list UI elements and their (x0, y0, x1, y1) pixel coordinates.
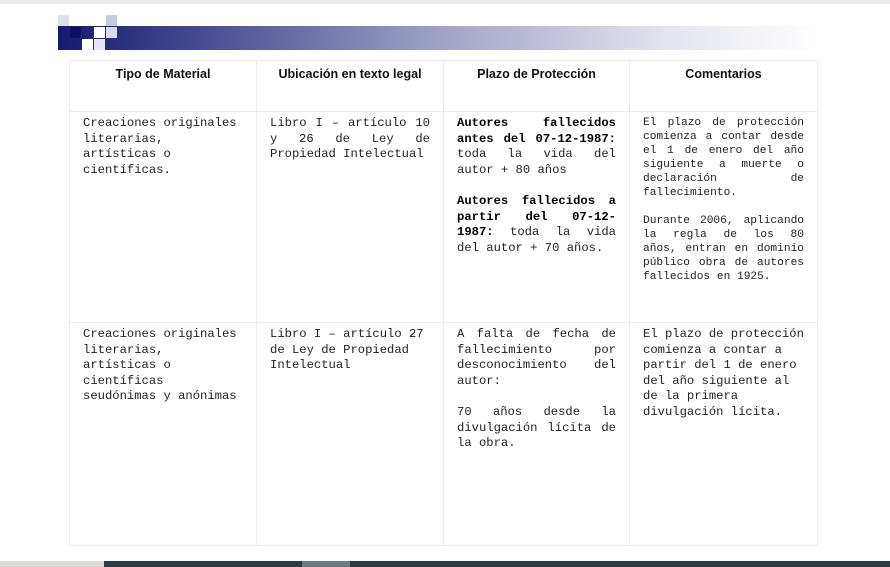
top-edge-line (0, 0, 890, 4)
column-header: Comentarios (630, 61, 818, 112)
table-cell (70, 112, 257, 323)
bottom-strip-segment (0, 561, 104, 567)
comentarios-text (630, 112, 817, 284)
column-header: Plazo de Protección (444, 61, 630, 112)
header-square (94, 39, 105, 50)
table-row (70, 323, 818, 546)
column-header: Tipo de Material (70, 61, 257, 112)
plazo-plain-text: toda la vida del autor + 80 años (457, 147, 616, 177)
comentario-paragraph: El plazo de protección comienza a contar desde el 1 de enero del año siguiente a muerte o declaración de fallecimiento. (643, 117, 804, 199)
header-square (70, 27, 81, 38)
table-row (70, 112, 818, 323)
ubicacion-text: Libro I – artículo 10 y 26 de Ley de Propiedad Intelectual (270, 116, 430, 161)
table-cell (630, 112, 818, 323)
header-square (82, 39, 93, 50)
header-square (94, 27, 105, 38)
ubicacion-text: Libro I – artículo 27 de Ley de Propiedad Intelectual (270, 327, 424, 372)
plazo-paragraph: 70 años desde la divulgación lícita de la obra. (457, 405, 616, 450)
table-cell (70, 323, 257, 546)
plazo-plain-text: toda la vida del autor + 70 años. (457, 225, 616, 255)
tipo-material-text: Creaciones originales literarias, artísticas o científicas. (83, 116, 237, 177)
tipo-material-text: Creaciones originales literarias, artísticas o científicas seudónimas y anónimas (83, 327, 237, 403)
table-cell (444, 112, 630, 323)
bottom-strip-segment (302, 561, 350, 567)
comentarios-text (630, 323, 817, 420)
header-square (58, 15, 69, 26)
table-header-row (70, 61, 818, 112)
plazo-bold-text: Autores fallecidos antes del 07-12-1987: (457, 116, 616, 146)
table-cell (257, 323, 444, 546)
protection-terms-table (69, 60, 818, 546)
column-header: Ubicación en texto legal (257, 61, 444, 112)
plazo-paragraph: A falta de fecha de fallecimiento por desconocimiento del autor: (457, 327, 616, 388)
header-square (106, 15, 117, 26)
bottom-taskbar-strip (0, 561, 890, 567)
plazo-text (444, 112, 629, 256)
plazo-bold-text: Autores fallecidos a partir del 07-12-1987: (457, 194, 616, 239)
plazo-paragraph (457, 116, 616, 178)
header-square (106, 27, 117, 38)
plazo-paragraph (457, 194, 616, 256)
header-square (82, 15, 93, 26)
plazo-text (444, 323, 629, 452)
table-cell (444, 323, 630, 546)
table-cell (257, 112, 444, 323)
table-cell (630, 323, 818, 546)
header-square (94, 15, 105, 26)
comentario-paragraph: El plazo de protección comienza a contar a partir del 1 de enero del año siguiente al de la primera divulgación lícita. (643, 327, 804, 419)
comentario-paragraph: Durante 2006, aplicando la regla de los 80 años, entran en dominio público obra de autores fallecidos en 1925. (643, 215, 804, 283)
header-gradient-bar (58, 26, 818, 50)
